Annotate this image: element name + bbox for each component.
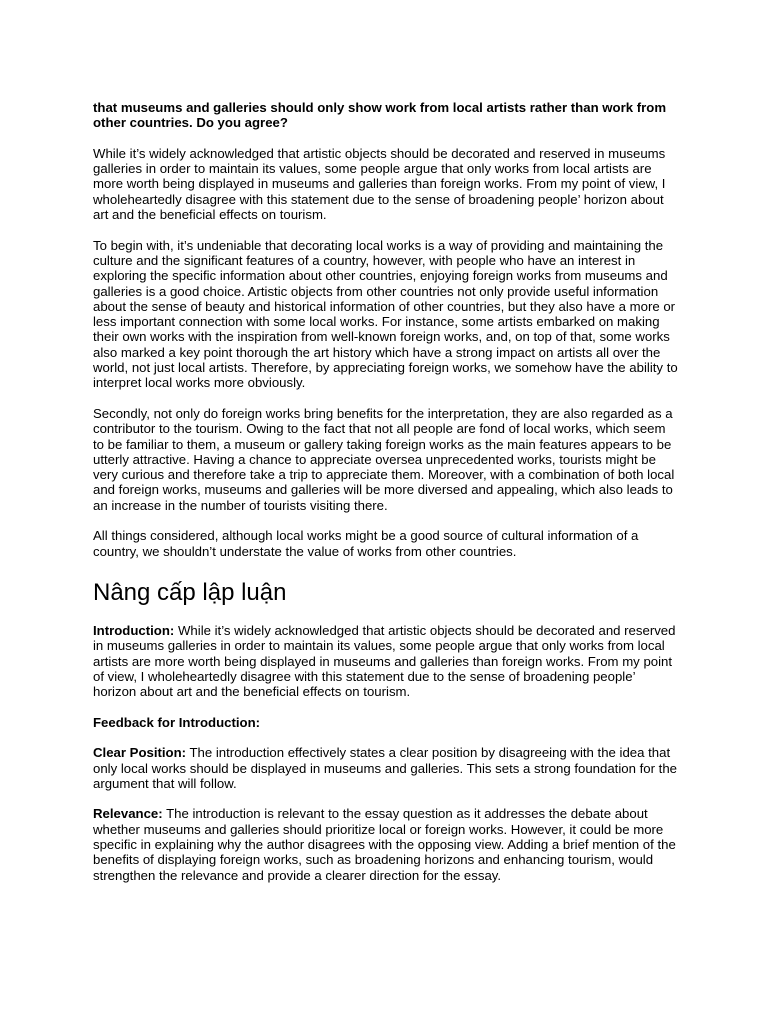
essay-paragraph-body-2: Secondly, not only do foreign works bring benefits for the interpretation, they are also regarded as a contributor to the tourism. Owing to the fact that not all people are fond of local works, which seem to be familiar to them, a museum or gallery taking foreign works as the main features appears to be utterly attractive. Having a chance to appreciate oversea unprecedented works, tourists might be very curious and therefore take a trip to appreciate them. Moreover, with a combination of both local and foreign works, museums and galleries will be more diversed and appealing, which also leads to an increase in the number of tourists visiting there.	[93, 405, 675, 513]
feedback-label: Clear Position:	[93, 745, 187, 761]
essay-paragraph-intro: While it’s widely acknowledged that artistic objects should be decorated and reserved in museums galleries in order to maintain its values, some people argue that only works from local artists are more worth being displayed in museums and galleries than foreign works. From my point of view, I wholeheartedly disagree with this statement due to the sense of broadening people’ horizon about art and the beneficial effects on tourism.	[93, 145, 666, 223]
introduction-paragraph	[93, 623, 678, 699]
section-heading: Nâng cấp lập luận	[93, 578, 287, 606]
feedback-item-clear-position	[93, 745, 678, 791]
essay-question: that museums and galleries should only show work from local artists rather than work from other countries. Do you agree?	[93, 100, 667, 131]
feedback-item-relevance	[93, 806, 678, 882]
introduction-label: Introduction:	[93, 622, 175, 638]
essay-paragraph-conclusion: All things considered, although local works might be a good source of cultural information of a country, we shouldn’t understate the value of works from other countries.	[93, 528, 639, 559]
document-page	[93, 100, 678, 898]
feedback-heading: Feedback for Introduction:	[93, 714, 261, 730]
feedback-text: The introduction effectively states a clear position by disagreeing with the idea that only local works should be displayed in museums and galleries. This sets a strong foundation for the argument that will follow.	[93, 745, 677, 791]
feedback-label: Relevance:	[93, 806, 163, 822]
feedback-text: The introduction is relevant to the essay question as it addresses the debate about whether museums and galleries should prioritize local or foreign works. However, it could be more specific in explaining why the author disagrees with the opposing view. Adding a brief mention of the benefits of displaying foreign works, such as broadening horizons and enhancing tourism, would strengthen the relevance and provide a clearer direction for the essay.	[93, 806, 676, 883]
essay-paragraph-body-1: To begin with, it’s undeniable that decorating local works is a way of providing and maintaining the culture and the significant features of a country, however, with people who have an interest in exploring the specific information about other countries, enjoying foreign works from museums and galleries is a good choice. Artistic objects from other countries not only provide useful information about the sense of beauty and historical information of other countries, but they also have a more or less important connection with some local works. For instance, some artists embarked on making their own works with the inspiration from well-known foreign works, and, on top of that, some works also marked a key point thorough the art history which have a strong impact on artists all over the world, not just local artists. Therefore, by appreciating foreign works, we somehow have the ability to interpret local works more obviously.	[93, 237, 678, 391]
introduction-text: While it’s widely acknowledged that artistic objects should be decorated and reserved in museums galleries in order to maintain its values, some people argue that only works from local artists are more worth being displayed in museums and galleries than foreign works. From my point of view, I wholeheartedly disagree with this statement due to the sense of broadening people’ horizon about art and the beneficial effects on tourism.	[93, 622, 676, 700]
